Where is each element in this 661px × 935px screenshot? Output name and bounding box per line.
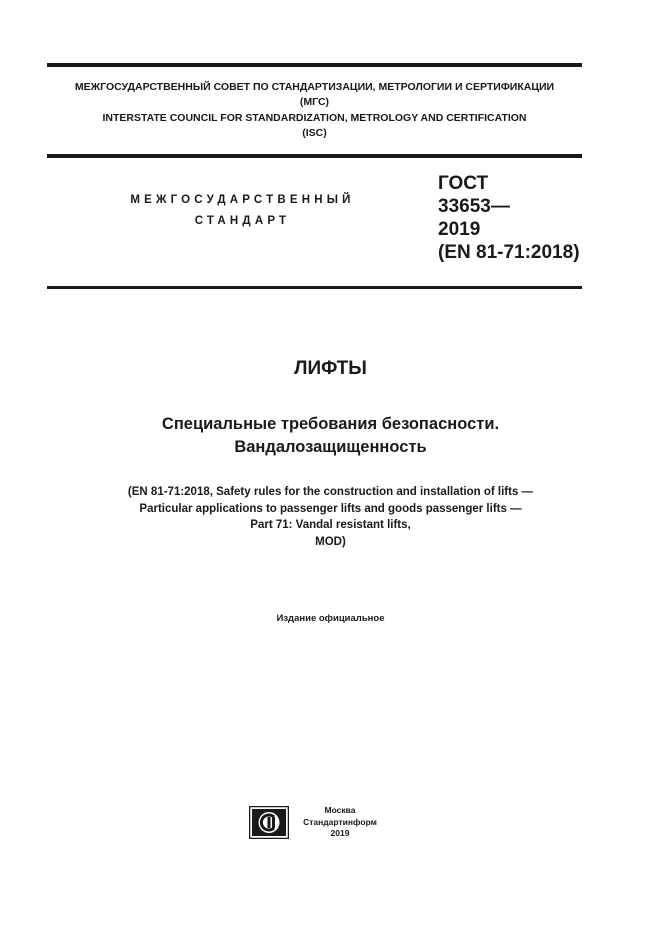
publisher-city: Москва bbox=[324, 805, 356, 815]
en-reference-line3: Part 71: Vandal resistant lifts, bbox=[250, 519, 411, 531]
designation-en-ref: (EN 81-71:2018) bbox=[438, 242, 580, 263]
en-reference bbox=[0, 484, 661, 550]
edition-label: Издание официальное bbox=[276, 613, 385, 624]
council-en-abbr: (ISC) bbox=[302, 127, 327, 139]
en-reference-line2: Particular applications to passenger lifts and goods passenger lifts — bbox=[139, 502, 522, 515]
standard-designation bbox=[438, 172, 580, 264]
council-en-name: INTERSTATE COUNCIL FOR STANDARDIZATION, METROLOGY AND CERTIFICATION bbox=[102, 112, 527, 124]
standartinform-logo-icon bbox=[249, 806, 289, 839]
standard-type bbox=[100, 190, 385, 232]
document-subtitle bbox=[0, 413, 661, 459]
publisher-year: 2019 bbox=[330, 828, 350, 838]
standard-type-line1: МЕЖГОСУДАРСТВЕННЫЙ bbox=[130, 194, 355, 206]
subtitle-line2: Вандалозащищенность bbox=[234, 438, 427, 456]
standard-type-line2: СТАНДАРТ bbox=[194, 215, 291, 227]
council-ru-name: МЕЖГОСУДАРСТВЕННЫЙ СОВЕТ ПО СТАНДАРТИЗАЦИИ, МЕТРОЛОГИИ И СЕРТИФИКАЦИИ bbox=[74, 81, 555, 93]
document-title: ЛИФТЫ bbox=[294, 358, 367, 379]
council-en bbox=[47, 111, 582, 141]
council-ru-abbr: (МГС) bbox=[299, 96, 330, 108]
top-rule bbox=[47, 63, 582, 67]
publisher-name: Стандартинформ bbox=[303, 816, 377, 827]
council-ru bbox=[47, 80, 582, 110]
publisher bbox=[292, 805, 388, 840]
en-reference-line4: MOD) bbox=[315, 535, 346, 548]
designation-year: 2019 bbox=[438, 219, 481, 240]
en-reference-line1: (EN 81-71:2018, Safety rules for the construction and installation of lifts — bbox=[127, 486, 534, 498]
middle-rule bbox=[47, 154, 582, 158]
designation-gost: ГОСТ bbox=[438, 173, 489, 194]
bottom-rule bbox=[47, 286, 582, 289]
subtitle-line1: Специальные требования безопасности. bbox=[161, 415, 500, 433]
designation-number: 33653— bbox=[438, 196, 510, 217]
